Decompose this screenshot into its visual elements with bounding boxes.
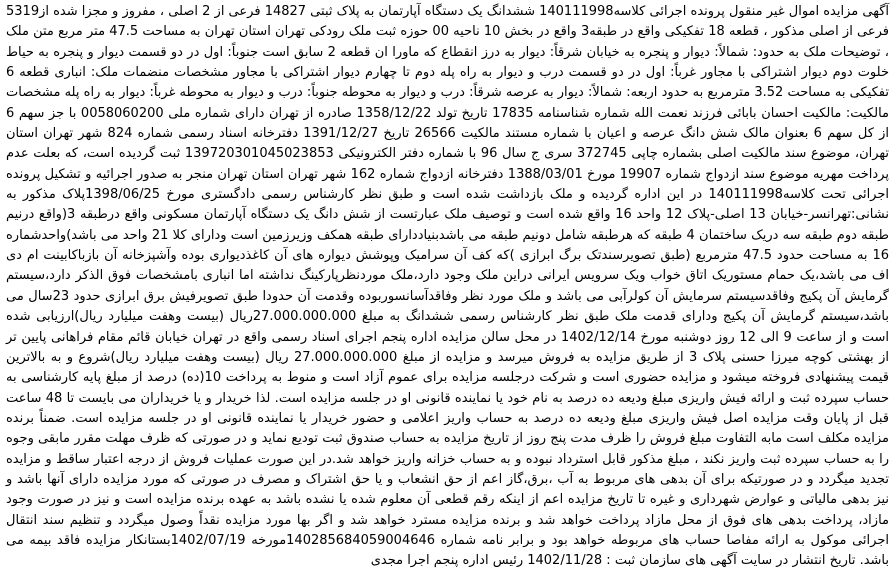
auction-notice-text: آگهی مزایده اموال غیر منقول پرونده اجرائی کلاسه140111998 ششدانگ یک دستگاه آپارتمان به پلاک ثبتی 14827 فرعی از 2 اصلی ، مفروز و مجزا شده از5319 فرعی از اصلی مذکور ، قطعه 18 تفکیکی واقع در طبقه3 واقع در بخش 10 ناحیه 00 حوزه ثبت ملک رودکی تهران استان تهران به مساحت 47.5 متر مربع متن ملک ، توضیحات ملک به حدود: شمالاً: دیوار و پنجره به خیابان شرقاً: دیوار به درز انقطاع که ماورا ان قطعه 2 سابق است جنوباً: اول در دو قسمت دیوار و پنجره به حیاط خلوت دوم دیوار اشتراکی با مجاور غرباً: اول در دو قسمت درب و دیوار به راه پله دوم تا چهارم دیوار اشتراکی با مجاور مشخصات منضمات ملک: انباری قطعه 6 تفکیکی به مساحت 3.52 مترمربع به حدود اربعه: شمالاً: دیوار به عرصه شرقاً: درب و دیوار به محوطه جنوباً: درب و دیوار به محوطه غرباً: دیوار به راه پله مشخصات مالکیت: مالکیت احسان بابائی فرزند نعمت الله شماره شناسنامه 17835 تاریخ تولد 1358/12/22 صادره از تهران دارای شماره ملی 0058060200 با جز سهم 6 از کل سهم 6 بعنوان مالک شش دانگ عرصه و اعیان با شماره مستند مالکیت 26566 تاریخ 1391/12/27 دفترخانه اسناد رسمی شماره 824 شهر تهران استان تهران، موضوع سند مالکیت اصلی بشماره چاپی 372745 سری ج سال 96 با شماره دفتر الکترونیکی 139720301045023853 ثبت گردیده است، که بعلت عدم پرداخت مهریه موضوع سند ازدواج شماره 19907 مورخ 1388/03/01 دفترخانه ازدواج شماره 162 شهر تهران استان تهران منجر به صدور اجرائیه و تشکیل پرونده اجرائی تحت کلاسه140111998 در این اداره گردیده و ملک بازداشت شده است و طبق نظر کارشناس رسمی دادگستری مورخ 1398/06/25پلاک مذکور به نشانی:تهرانسر-خیابان 13 اصلی-پلاک 12 واحد 16 واقع شده است و توصیف ملک عبارتست از شش دانگ یک دستگاه آپارتمان مسکونی واقع درطبقه 3(واقع درنیم طبقه دوم طبقه سه دریک ساختمان 4 طبقه که هرطبقه شامل دونیم طبقه می باشدبنیاددارای طبقه همکف وزیرزمین است ودارای کلا 21 واحد می باشد)واحدشماره 16 به مساحت حدود 47.5 مترمربع (طبق تصویرسندتک برگ ابرازی )که کف آن سرامیک وپوشش دیواره های آن کاغذدیواری بوده وآشپزخانه آن بازباکابینت ام دی اف می باشد،یک حمام مستوریک اتاق خواب ویک سرویس ایرانی دراین ملک وجود دارد،ملک موردنظرپارکینگ نداشته اما انباری بامشخصات فوق الذکر دارد،سیستم گرمایش آن پکیج وفاقدسیستم سرمایش آن کولرآبی می باشد و ملک مورد نظر وفاقدآسانسوربوده وقدمت آن حدودا طبق تصویرفیش برق ابرازی حدود 23سال می باشد،سیستم گرمایش آن پکیج ودارای قدمت ملک طبق نظر کارشناس رسمی ششدانگ به مبلغ 27.000.000.000ریال (بیست وهفت میلیارد ریال)ارزیابی شده است و از ساعت 9 الی 12 روز دوشنبه مورخ 1402/12/14 در محل سالن مزایده اداره پنجم اجرای اسناد رسمی واقع در تهران خیابان قائم مقام فراهانی پایین تر از بهشتی کوچه میرزا حسنی پلاک 3 از طریق مزایده به فروش میرسد و مزایده از مبلغ 27.000.000.000 ریال (بیست وهفت میلیارد ریال)شروع و به بالاترین قیمت پیشنهادی فروخته میشود و مزایده حضوری است و شرکت درجلسه مزایده برای عموم آزاد است و منوط به پرداخت 10(ده) درصد از مبلغ پایه کارشناسی به حساب سپرده ثبت و ارائه فیش واریزی مبلغ ودیعه ده درصد به نام خود یا نماینده قانونی او در جلسه مزایده است. لذا خریدار و یا خریداران می بایست تا 48 ساعت قبل از پایان وقت مزایده اصل فیش واریزی مبلغ ودیعه ده درصد به حساب واریز اعلامی و حضور خریدار یا نماینده قانونی او در جلسه مزایده است. ضمناً برنده مزایده مکلف است مابه التفاوت مبلغ فروش را ظرف مدت پنج روز از تاریخ مزایده به حساب صندوق ثبت تودیع نماید و در صورتی که ظرف مهلت مقرر مابقی وجوه را به حساب سپرده ثبت واریز نکند ، مبلغ مذکور قابل استرداد نبوده و به حساب خزانه واریز خواهد شد.در این صورت عملیات فروش از درجه اعتبار ساقط و مزایده تجدید میگردد و در صورتیکه برای آن بدهی های مربوط به آب ،برق،گاز اعم از حق انشعاب و یا حق اشتراک و مصرف در صورتی که مورد مزایده دارای آنها باشد و نیز بدهی مالیاتی و عوارض شهرداری و غیره تا تاریخ مزایده اعم از اینکه رقم قطعی آن معلوم شده یا نشده باشد به عهده برنده مزایده است و نیز در صورت وجود مازاد، پرداخت بدهی های فوق از محل مازاد پرداخت خواهد شد و برنده مزایده مسترد خواهد شد و اگر بها مورد مزایده نقداً وصول میگردد و تنظیم سند انتقال اجرائی موکول به ارائه مفاصا حساب های مربوطه خواهد بود و برابر نامه شماره 140285684059004646مورخه 1402/07/19بستانکار مزایده فاقد بیمه می باشد. تاریخ انتشار در سایت آگهی های سازمان ثبت : 1402/11/28 رئیس اداره پنجم اجرا مجدی	[6, 4, 890, 569]
